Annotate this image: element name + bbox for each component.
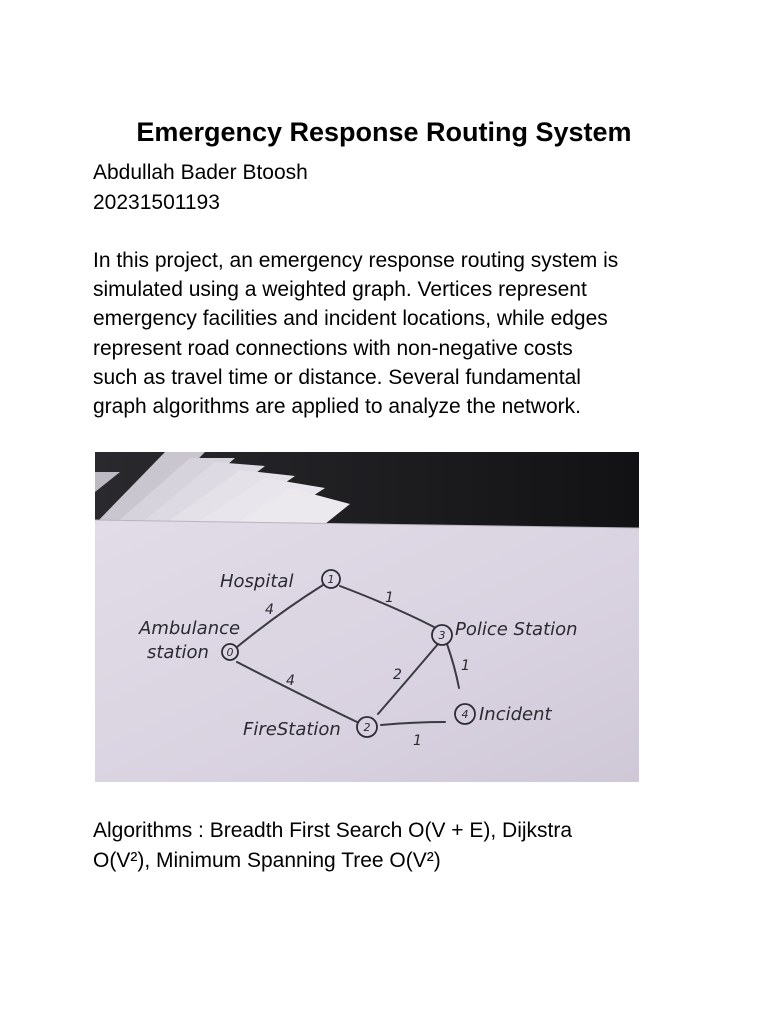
intro-line: such as travel time or distance. Several fundamental bbox=[93, 365, 581, 389]
edge-weight-label: 4 bbox=[286, 673, 295, 689]
node-label-firestation: FireStation bbox=[243, 719, 341, 740]
edge-weight-label: 4 bbox=[265, 602, 274, 618]
student-id: 20231501193 bbox=[93, 191, 220, 214]
intro-line: emergency facilities and incident locations, while edges bbox=[93, 307, 608, 331]
node-id: 4 bbox=[461, 708, 469, 721]
node-id: 0 bbox=[226, 646, 234, 659]
edge-weight-label: 1 bbox=[385, 590, 394, 606]
node-label-ambulance-station: station bbox=[147, 642, 209, 663]
node-label-hospital: Hospital bbox=[220, 571, 294, 592]
node-label-incident: Incident bbox=[479, 704, 552, 725]
intro-line: represent road connections with non-negative costs bbox=[93, 336, 573, 360]
author-name: Abdullah Bader Btoosh bbox=[93, 161, 308, 184]
node-id: 2 bbox=[363, 721, 371, 734]
document-title: Emergency Response Routing System bbox=[136, 117, 632, 147]
node-id: 3 bbox=[438, 629, 446, 642]
graph-sketch-svg bbox=[95, 452, 639, 782]
intro-line: In this project, an emergency response routing system is bbox=[93, 249, 619, 272]
intro-line: graph algorithms are applied to analyze the network. bbox=[93, 395, 581, 419]
node-label-police-station: Police Station bbox=[455, 619, 578, 640]
graph-sketch-photo bbox=[95, 452, 639, 782]
node-label-ambulance: Ambulance bbox=[139, 618, 241, 639]
edge-weight-label: 1 bbox=[461, 658, 470, 674]
edge-weight-label: 1 bbox=[413, 733, 422, 749]
node-id: 1 bbox=[327, 573, 335, 586]
algorithms-line: Algorithms : Breadth First Search O(V + E), Dijkstra bbox=[93, 819, 573, 842]
edge-weight-label: 2 bbox=[393, 667, 402, 683]
intro-line: simulated using a weighted graph. Vertices represent bbox=[93, 278, 587, 302]
algorithms-line: O(V²), Minimum Spanning Tree O(V²) bbox=[93, 848, 441, 872]
intro-paragraph bbox=[93, 246, 693, 421]
algorithms-paragraph bbox=[93, 816, 693, 875]
